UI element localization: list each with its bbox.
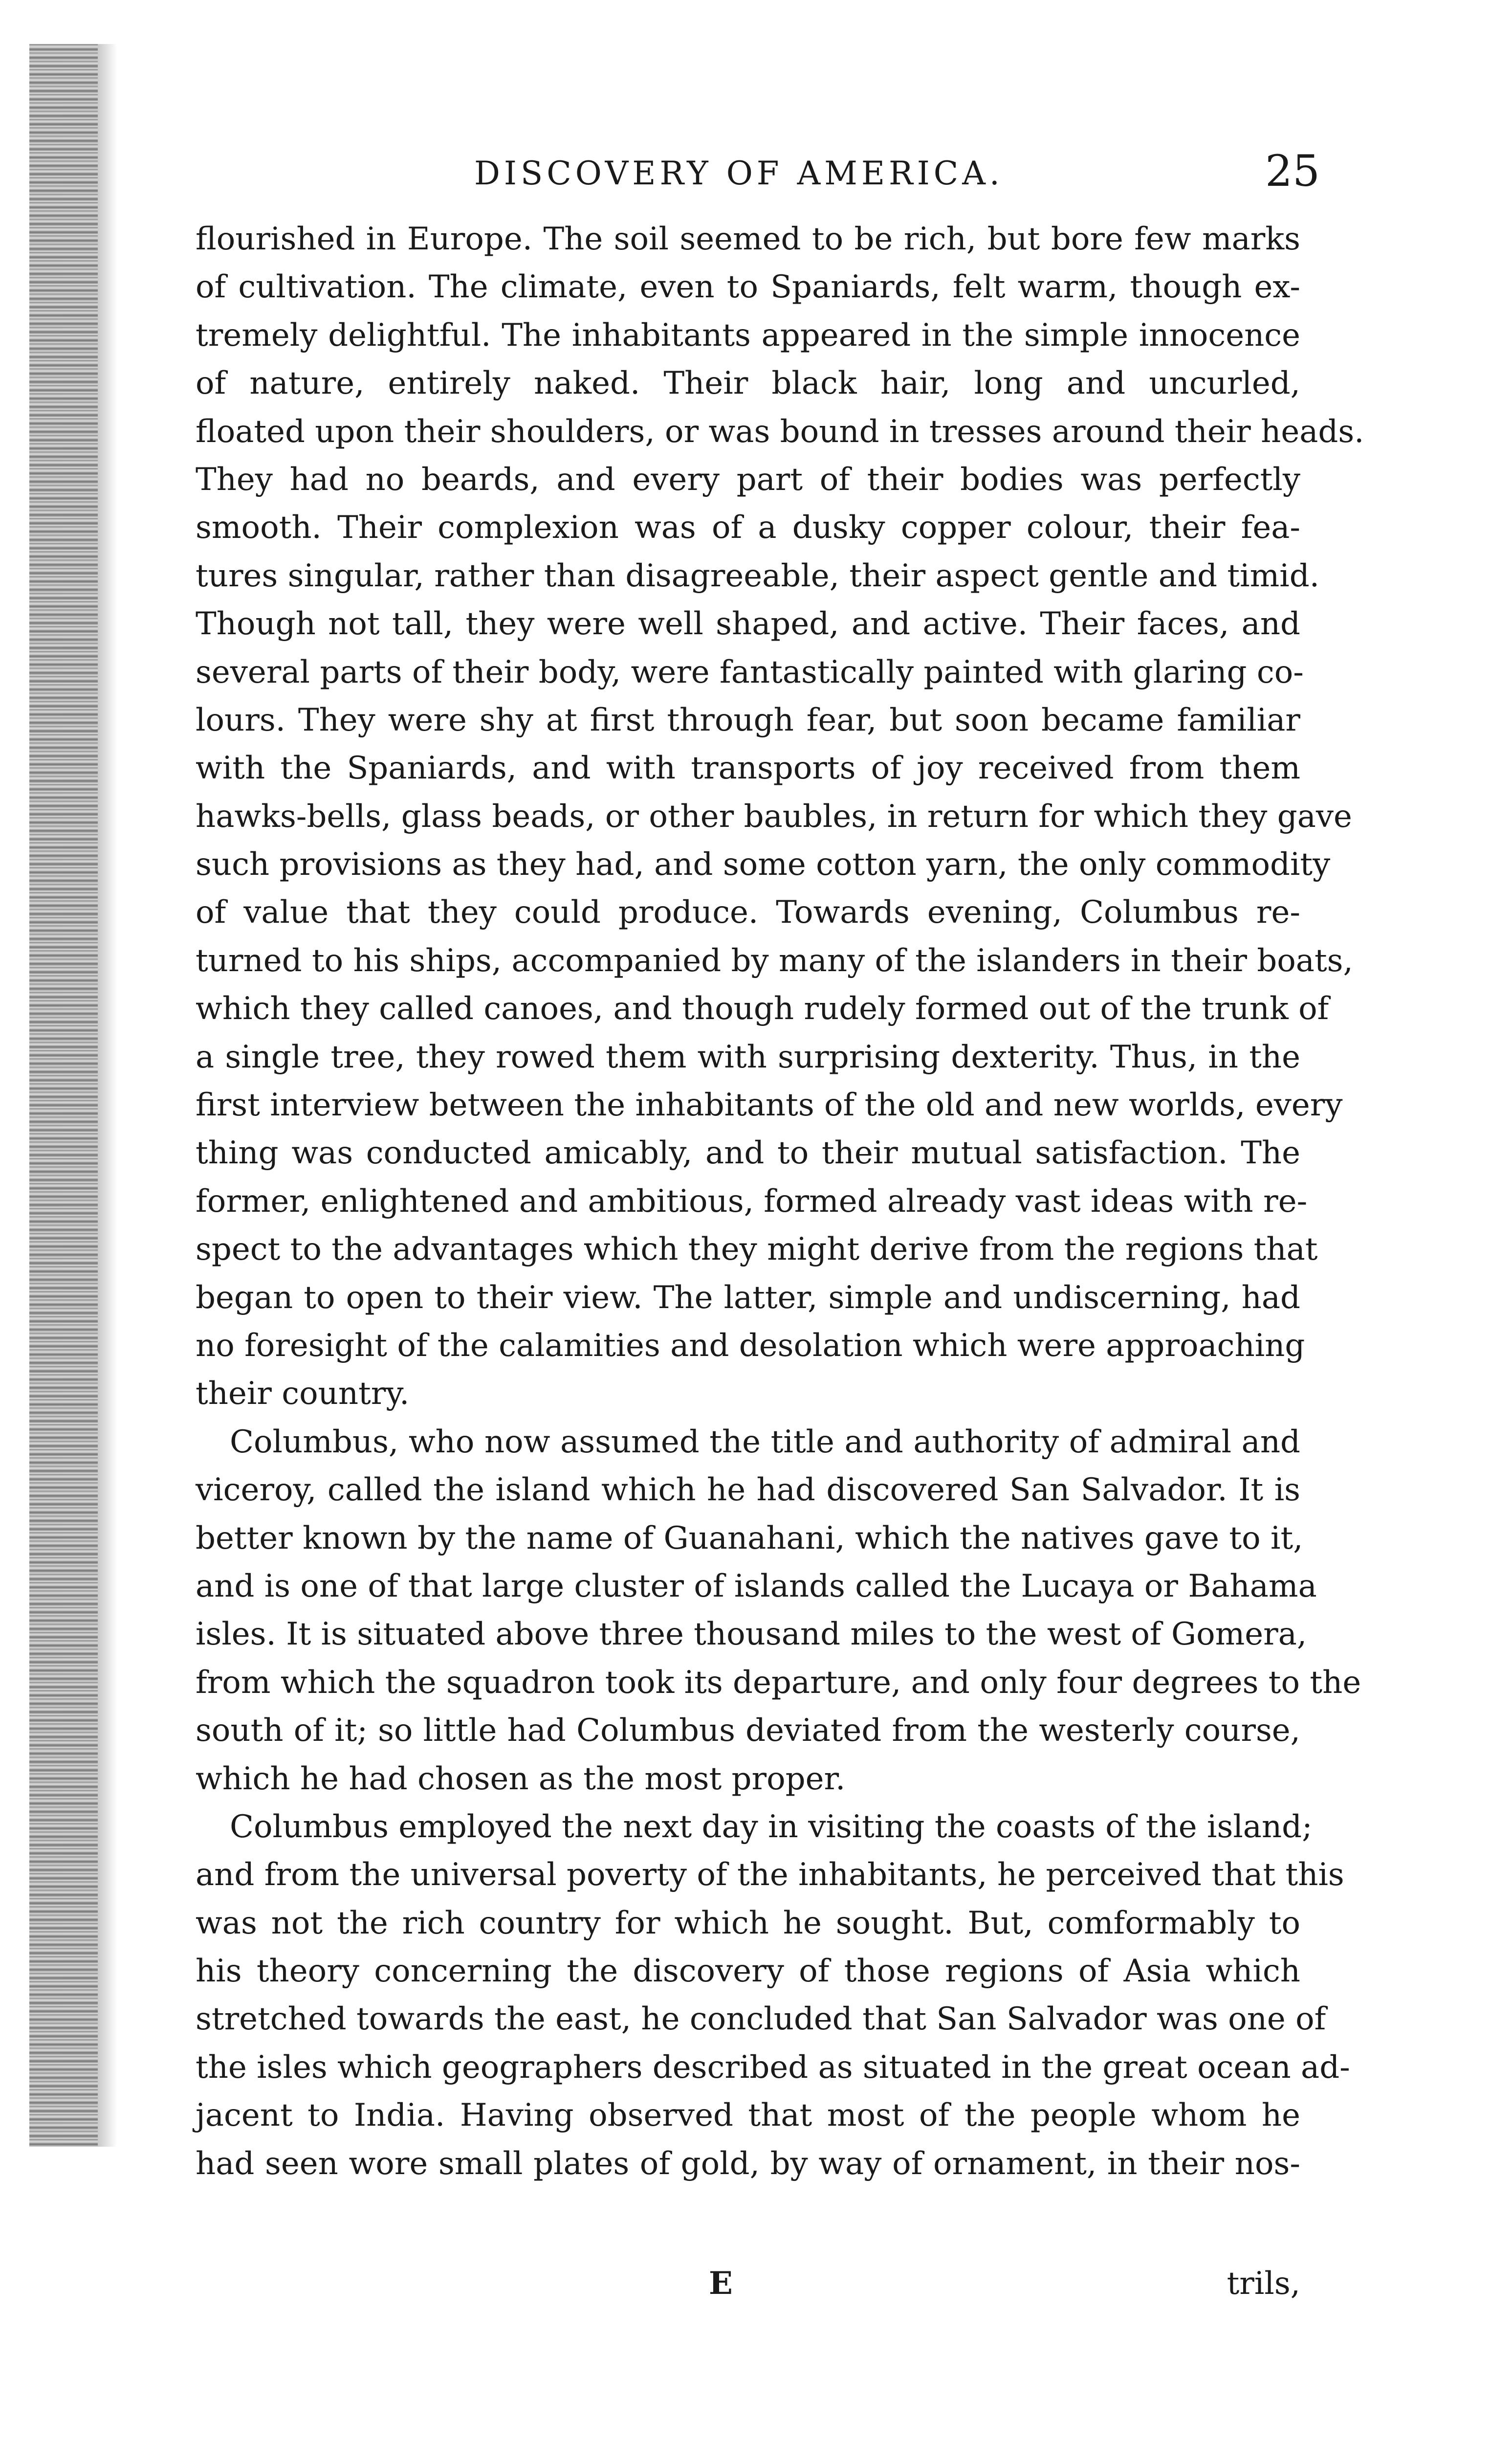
text-line: had seen wore small plates of gold, by way of ornament, in their nos- [196,2145,1300,2182]
text-line: lours. They were shy at first through fear, but soon became familiar [196,702,1300,738]
text-line: spect to the advantages which they might derive from the regions that [196,1231,1318,1268]
text-line: several parts of their body, were fantastically painted with glaring co- [196,654,1304,690]
text-line: was not the rich country for which he sought. But, comformably to [196,1905,1300,1941]
text-line: of nature, entirely naked. Their black hair, long and uncurled, [196,365,1300,402]
page-header [440,147,1320,200]
text-line: such provisions as they had, and some cotton yarn, the only commodity [196,846,1331,883]
text-line: Columbus, who now assumed the title and authority of admiral and [230,1423,1300,1460]
text-line: floated upon their shoulders, or was bound in tresses around their heads. [196,413,1364,450]
text-line: viceroy, called the island which he had discovered San Salvador. It is [196,1472,1300,1509]
text-line: of value that they could produce. Towards evening, Columbus re- [196,894,1300,931]
text-line: flourished in Europe. The soil seemed to be rich, but bore few marks [196,221,1300,257]
text-line: tremely delightful. The inhabitants appeared in the simple innocence [196,317,1300,354]
text-line: and from the universal poverty of the inhabitants, he perceived that this [196,1857,1344,1893]
text-line: south of it; so little had Columbus deviated from the westerly course, [196,1712,1300,1749]
text-line: Though not tall, they were well shaped, and active. Their faces, and [196,606,1300,643]
text-line: first interview between the inhabitants of the old and new worlds, every [196,1087,1343,1124]
text-line: tures singular, rather than disagreeable, their aspect gentle and timid. [196,557,1320,594]
running-title: DISCOVERY OF AMERICA. [474,155,1004,192]
text-line: They had no beards, and every part of their bodies was perfectly [196,461,1300,498]
text-line: from which the squadron took its departure, and only four degrees to the [196,1664,1361,1701]
text-line: and is one of that large cluster of islands called the Lucaya or Bahama [196,1568,1317,1604]
text-line: the isles which geographers described as situated in the great ocean ad- [196,2049,1350,2086]
page-number: 25 [1265,146,1320,196]
text-line: thing was conducted amicably, and to their mutual satisfaction. The [196,1135,1300,1172]
text-line: turned to his ships, accompanied by many of the islanders in their boats, [196,942,1353,979]
text-line: isles. It is situated above three thousand miles to the west of Gomera, [196,1616,1307,1653]
text-line: former, enlightened and ambitious, formed already vast ideas with re- [196,1183,1308,1220]
text-line: which they called canoes, and though rudely formed out of the trunk of [196,991,1329,1027]
page-footer [196,2259,1300,2308]
text-line: began to open to their view. The latter, simple and undiscerning, had [196,1279,1300,1316]
text-line: a single tree, they rowed them with surprising dexterity. Thus, in the [196,1039,1300,1075]
page-binding-shadow [29,44,98,2147]
text-line: no foresight of the calamities and desolation which were approaching [196,1327,1305,1364]
text-line: Columbus employed the next day in visiting the coasts of the island; [230,1808,1313,1845]
text-line: his theory concerning the discovery of those regions of Asia which [196,1953,1300,1990]
text-line: with the Spaniards, and with transports of joy received from them [196,750,1300,787]
signature-mark: E [709,2265,733,2302]
text-line: better known by the name of Guanahani, which the natives gave to it, [196,1520,1303,1556]
text-line: hawks-bells, glass beads, or other baubles, in return for which they gave [196,798,1352,835]
text-line: jacent to India. Having observed that most of the people whom he [196,2097,1300,2134]
catchword: trils, [1227,2266,1300,2302]
text-line: their country. [196,1376,410,1412]
text-line: which he had chosen as the most proper. [196,1760,846,1797]
text-line: smooth. Their complexion was of a dusky copper colour, their fea- [196,510,1300,546]
body-text [196,215,1364,2188]
text-line: of cultivation. The climate, even to Spaniards, felt warm, though ex- [196,269,1300,306]
text-line: stretched towards the east, he concluded that San Salvador was one of [196,2001,1326,2038]
